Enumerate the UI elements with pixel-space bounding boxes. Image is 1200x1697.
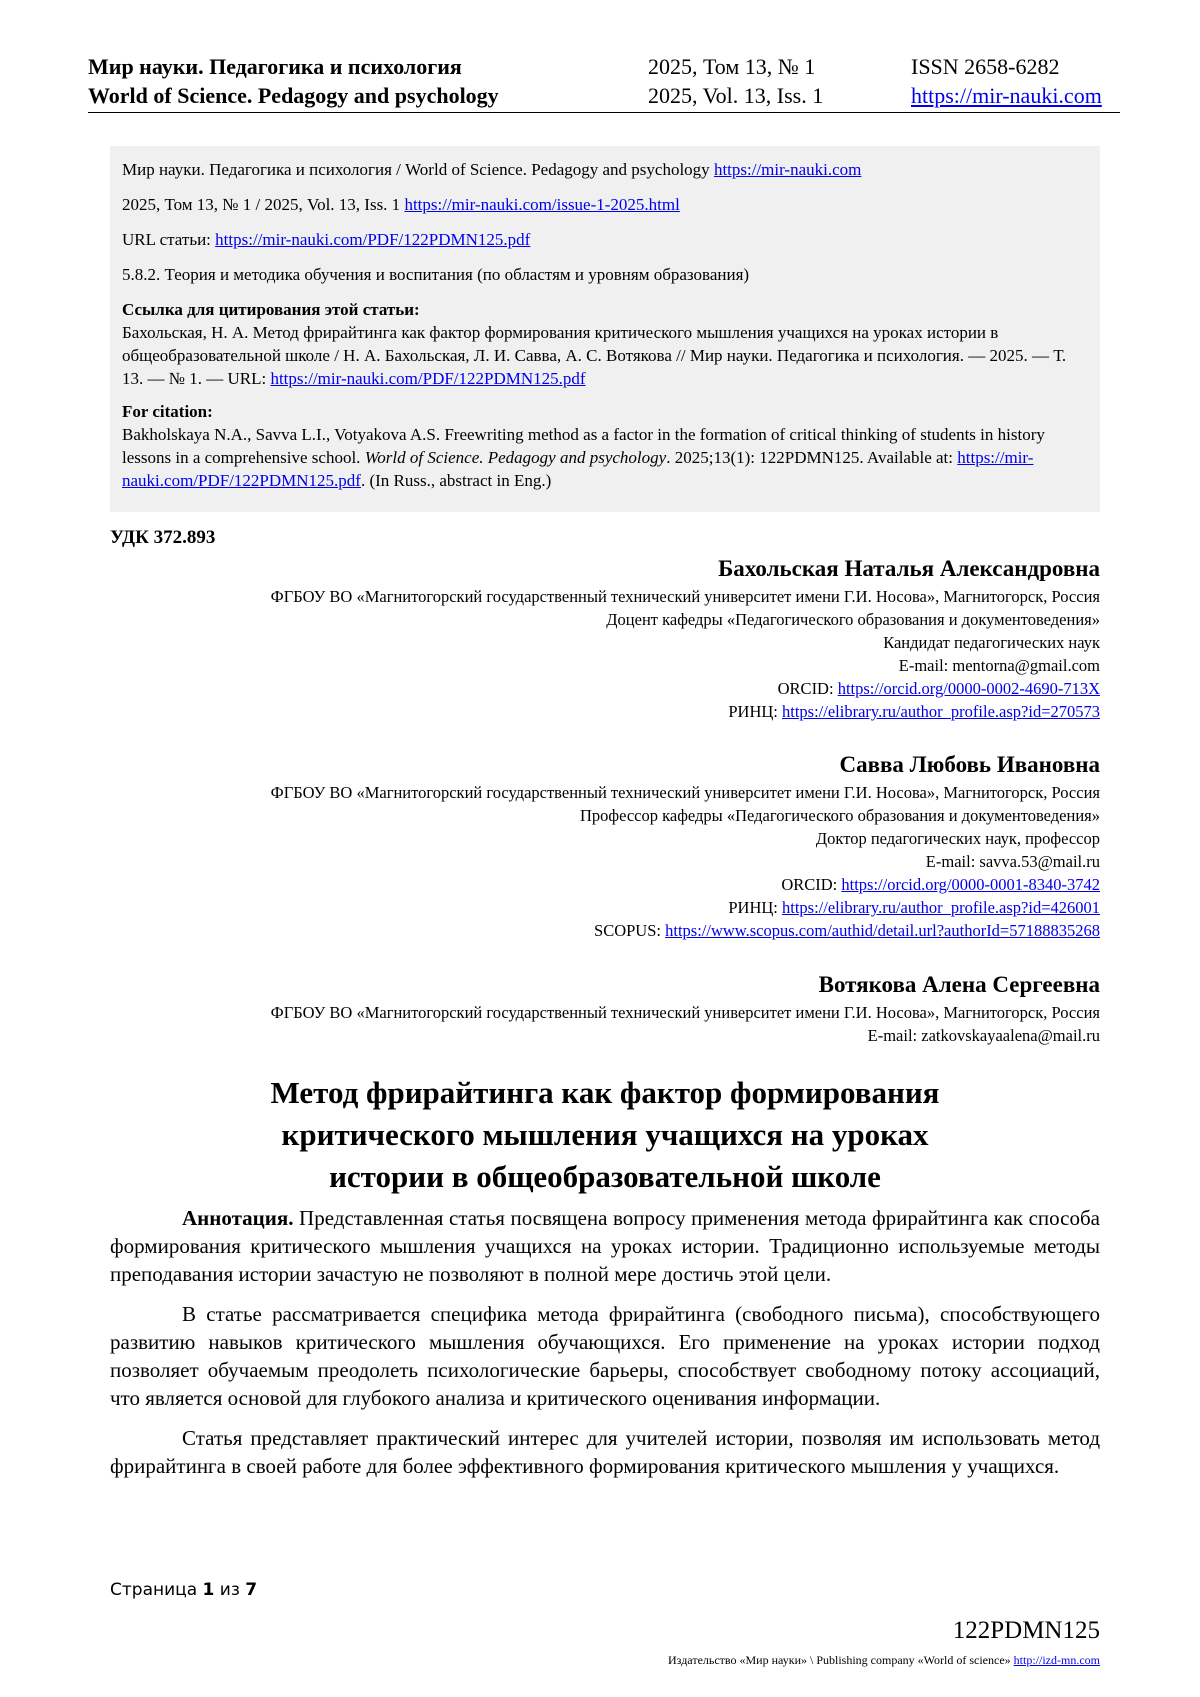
article-title xyxy=(110,1072,1100,1198)
header-journal-title xyxy=(88,52,499,110)
author-block-3 xyxy=(110,970,1100,1047)
orcid-label: ORCID: xyxy=(777,679,838,698)
cite-en-body: Bakholskaya N.A., Savva L.I., Votyakova A.S. Freewriting method as a factor in the formation of critical thinking of students in history lessons in a comprehensive school. xyxy=(122,425,1045,467)
author-position: Профессор кафедры «Педагогического образования и документоведения» xyxy=(580,806,1100,825)
scopus-link[interactable]: https://www.scopus.com/authid/detail.url?authorId=57188835268 xyxy=(665,921,1100,940)
page-of: из xyxy=(214,1580,246,1600)
page-number xyxy=(110,1580,257,1600)
author-orcid xyxy=(110,677,1100,700)
meta-specialty: 5.8.2. Теория и методика обучения и воспитания (по областям и уровням образования) xyxy=(122,265,750,284)
author-affiliation: ФГБОУ ВО «Магнитогорский государственный технический университет имени Г.И. Носова», Магнитогорск, Россия xyxy=(270,783,1100,802)
cite-en-link[interactable]: https://mir-nauki.com/PDF/122PDMN125.pdf xyxy=(122,448,1034,490)
meta-article-url-label: URL статьи: xyxy=(122,230,216,249)
cite-ru-body: Бахольская, Н. А. Метод фрирайтинга как фактор формирования критического мышления учащихся на уроках истории в общеобразовательной школе / Н. А. Бахольская, Л. И. Савва, А. С. Вотякова // Мир науки. Педагогика и психология. — 2025. — Т. 13. — № 1. — URL: xyxy=(122,323,1067,388)
page-current: 1 xyxy=(202,1580,215,1600)
cite-en-body-3: . (In Russ., abstract in Eng.) xyxy=(360,471,552,490)
cite-en-body-2: . 2025;13(1): 122PDMN125. Available at: xyxy=(666,448,958,467)
page-word: Страница xyxy=(110,1580,203,1600)
author-block-2 xyxy=(110,750,1100,942)
author-email: E-mail: mentorna@gmail.com xyxy=(898,656,1100,675)
rinc-link[interactable]: https://elibrary.ru/author_profile.asp?id=426001 xyxy=(782,898,1100,917)
article-id: 122PDMN125 xyxy=(952,1617,1100,1644)
cite-en-text xyxy=(122,423,1088,492)
author-rinc xyxy=(110,896,1100,919)
author-affiliation: ФГБОУ ВО «Магнитогорский государственный технический университет имени Г.И. Носова», Магнитогорск, Россия xyxy=(270,587,1100,606)
cite-en-journal: World of Science. Pedagogy and psychology xyxy=(364,448,667,467)
issue-ru: 2025, Том 13, № 1 xyxy=(648,54,816,79)
journal-title-en: World of Science. Pedagogy and psychology xyxy=(88,83,499,108)
author-name: Бахольская Наталья Александровна xyxy=(718,556,1100,581)
rinc-label: РИНЦ: xyxy=(728,898,782,917)
abstract-paragraph-2: В статье рассматривается специфика метода фрирайтинга (свободного письма), способствующего развитию навыков критического мышления обучающихся. Его применение на уроках истории подход позволяет обучаемым преодолеть психологические барьеры, способствует свободному потоку ассоциаций, что является основой для глубокого анализа и критического оценивания информации. xyxy=(110,1302,1100,1410)
meta-issue-text: 2025, Том 13, № 1 / 2025, Vol. 13, Iss. 1 xyxy=(122,195,405,214)
header-issn xyxy=(911,52,1102,110)
abstract-paragraph-3: Статья представляет практический интерес для учителей истории, позволяя им использовать метод фрирайтинга в своей работе для более эффективного формирования критического мышления у учащихся. xyxy=(110,1426,1100,1478)
title-line: Метод фрирайтинга как фактор формирования xyxy=(270,1075,940,1110)
issue-en: 2025, Vol. 13, Iss. 1 xyxy=(648,83,824,108)
meta-issue-line xyxy=(122,193,1088,216)
abstract xyxy=(110,1204,1100,1492)
author-rinc xyxy=(110,700,1100,723)
author-position: Доцент кафедры «Педагогического образования и документоведения» xyxy=(606,610,1100,629)
author-affiliation: ФГБОУ ВО «Магнитогорский государственный технический университет имени Г.И. Носова», Магнитогорск, Россия xyxy=(270,1003,1100,1022)
author-name: Савва Любовь Ивановна xyxy=(839,752,1100,777)
author-email: E-mail: savva.53@mail.ru xyxy=(925,852,1100,871)
orcid-label: ORCID: xyxy=(781,875,842,894)
abstract-label: Аннотация. xyxy=(182,1206,294,1230)
cite-en-heading: For citation: xyxy=(122,402,213,421)
orcid-link[interactable]: https://orcid.org/0000-0001-8340-3742 xyxy=(841,875,1100,894)
meta-journal-line xyxy=(122,158,1088,181)
author-degree: Кандидат педагогических наук xyxy=(883,633,1100,652)
journal-title-ru: Мир науки. Педагогика и психология xyxy=(88,54,462,79)
meta-issue-link[interactable]: https://mir-nauki.com/issue-1-2025.html xyxy=(404,195,680,214)
author-scopus xyxy=(110,919,1100,942)
citation-box xyxy=(110,146,1100,512)
running-header xyxy=(88,52,1120,113)
journal-site-link[interactable]: https://mir-nauki.com xyxy=(911,83,1102,108)
orcid-link[interactable]: https://orcid.org/0000-0002-4690-713X xyxy=(837,679,1100,698)
author-email: E-mail: zatkovskayaalena@mail.ru xyxy=(867,1026,1100,1045)
publisher-link[interactable]: http://izd-mn.com xyxy=(1013,1653,1100,1667)
issn: ISSN 2658-6282 xyxy=(911,54,1060,79)
header-issue xyxy=(648,52,823,110)
author-degree: Доктор педагогических наук, профессор xyxy=(815,829,1100,848)
title-line: критического мышления учащихся на уроках xyxy=(281,1117,929,1152)
publisher-line xyxy=(668,1653,1100,1668)
author-name: Вотякова Алена Сергеевна xyxy=(818,972,1100,997)
author-block-1 xyxy=(110,554,1100,723)
author-orcid xyxy=(110,873,1100,896)
rinc-label: РИНЦ: xyxy=(728,702,782,721)
rinc-link[interactable]: https://elibrary.ru/author_profile.asp?id=270573 xyxy=(782,702,1100,721)
meta-article-url-line xyxy=(122,228,1088,251)
publisher-text: Издательство «Мир науки» \ Publishing company «World of science» xyxy=(668,1653,1014,1667)
abstract-paragraph-1 xyxy=(110,1204,1100,1288)
cite-ru-text xyxy=(122,321,1088,390)
cite-ru-link[interactable]: https://mir-nauki.com/PDF/122PDMN125.pdf xyxy=(270,369,586,388)
title-line: истории в общеобразовательной школе xyxy=(329,1159,881,1194)
cite-ru-heading: Ссылка для цитирования этой статьи: xyxy=(122,300,420,319)
meta-article-link[interactable]: https://mir-nauki.com/PDF/122PDMN125.pdf xyxy=(215,230,531,249)
page-total: 7 xyxy=(245,1580,258,1600)
meta-journal-text: Мир науки. Педагогика и психология / World of Science. Pedagogy and psychology xyxy=(122,160,714,179)
meta-journal-link[interactable]: https://mir-nauki.com xyxy=(713,160,862,179)
scopus-label: SCOPUS: xyxy=(594,921,666,940)
udk: УДК 372.893 xyxy=(110,527,216,548)
abstract-text-1: Представленная статья посвящена вопросу применения метода фрирайтинга как способа формирования критического мышления учащихся на уроках истории. Традиционно используемые методы преподавания истории зачастую не позволяют в полной мере достичь этой цели. xyxy=(110,1206,1100,1286)
